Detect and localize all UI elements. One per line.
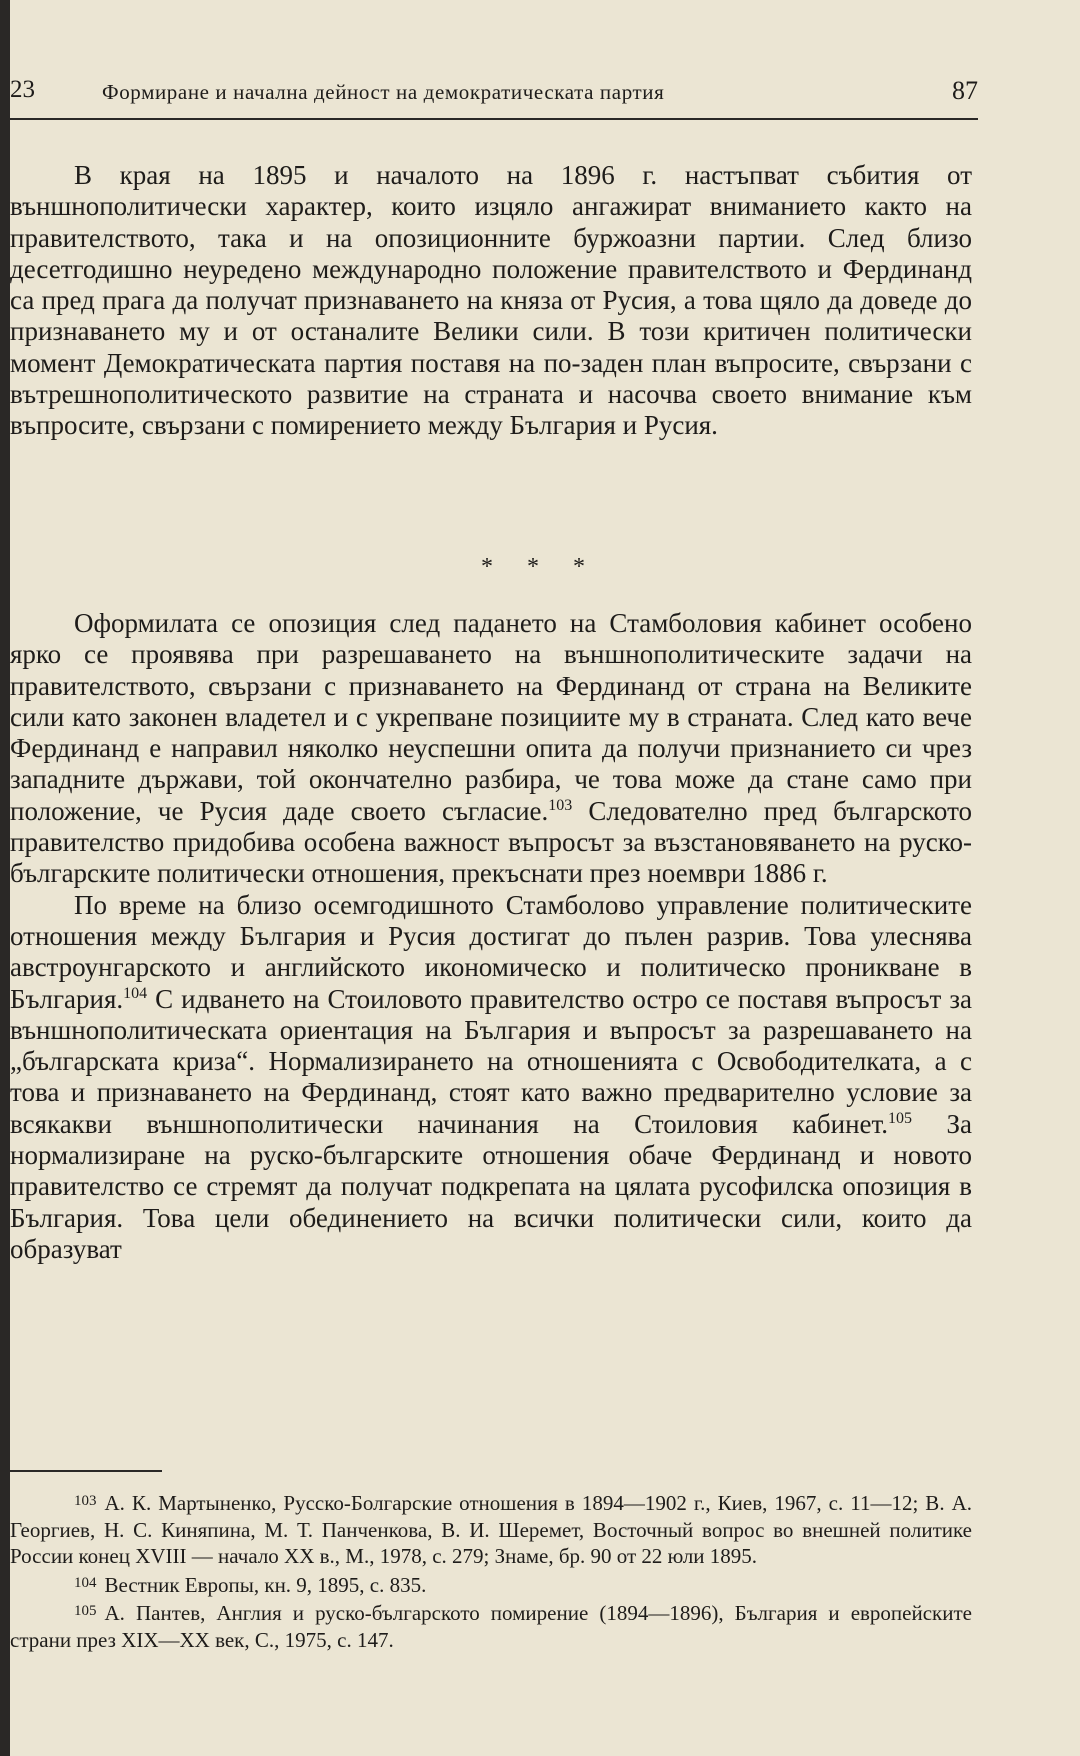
footnote-text: А. Пантев, Англия и руско-българското помирение (1894—1896), България и европейските страни през XIX—XX век, С., 1975, с. 147.	[10, 1601, 972, 1652]
footnote-text: А. К. Мартыненко, Русско-Болгарские отношения в 1894—1902 г., Киев, 1967, с. 11—12; В. А. Георгиев, Н. С. Киняпина, М. Т. Панченкова, В. И. Шеремет, Восточный вопрос во внешней политике России конец XVIII — начало XX в., М., 1978, с. 279; Знаме, бр. 90 от 22 юли 1895.	[10, 1491, 972, 1568]
footnote-rule	[10, 1470, 162, 1472]
paragraph-3-part-c: За нормализиране на руско-българските отношения обаче Фердинанд и новото правителство се стремят да получат подкрепата на цялата русофилска опозиция в България. Това цели обединението на всички политически сили, които да образуват	[10, 1108, 973, 1264]
chapter-number: 23	[10, 76, 35, 103]
running-title: Формиране и начална дейност на демократическата партия	[102, 80, 665, 104]
footnotes	[10, 1488, 972, 1653]
paragraph-2-part-a: Оформилата се опозиция след падането на Стамболовия кабинет особено ярко се проявява при разрешаването на външнополитическите задачи на правителството, свързани с признаването на Фердинанд от страна на Великите сили като законен владетел и с укрепване позициите му в страната. След като вече Фердинанд е направил няколко неуспешни опита да получи признанието си чрез западните държави, той окончателно разбира, че това може да стане само при положение, че Русия даде своето съгласие.	[10, 608, 972, 826]
footnote-104	[10, 1570, 972, 1599]
paragraph-3-part-b: С идването на Стоиловото правителство остро се поставя въпросът за външнополитическата ориентация на България и въпросът за разрешаването на „българската криза“. Нормализирането на отношенията с Освободителката, а с това и признаването на Фердинанд, стоят като важно предварително условие за всякакви външнополитически начинания на Стоиловия кабинет.	[10, 983, 972, 1139]
paragraph-2-part-b: Следователно пред българското правителство придобива особена важност въпросът за възстановяването на руско-българските политически отношения, прекъснати през ноември 1886 г.	[10, 795, 973, 889]
paragraph-3-part-a: По време на близо осемгодишното Стамболово управление политическите отношения между България и Русия достигат до пълен разрив. Това улеснява австроунгарското и английското икономическо и политическо проникване в България.	[10, 889, 972, 1014]
footnote-text: Вестник Европы, кн. 9, 1895, с. 835.	[104, 1572, 427, 1597]
page-number: 87	[952, 76, 978, 105]
running-header	[10, 74, 978, 120]
footnote-103	[10, 1488, 972, 1570]
page-edge-shadow	[0, 0, 10, 1756]
paragraph-2	[10, 608, 972, 890]
footnote-ref-105: 105	[888, 1109, 913, 1127]
section-2-text	[10, 608, 972, 1265]
paragraph-3	[10, 890, 972, 1266]
footnote-105	[10, 1598, 972, 1653]
footnote-ref-103: 103	[548, 796, 573, 814]
paragraph-1: В края на 1895 и началото на 1896 г. настъпват събития от външнополитически характер, които изцяло ангажират вниманието както на правителството, така и на опозиционните буржоазни партии. След близо десетгодишно неуредено международно положение правителството и Фердинанд са пред прага да получат признаването на княза от Русия, а това щяло да доведе до признаването му и от останалите Велики сили. В този критичен политически момент Демократическата партия поставя на по-заден план въпросите, свързани с вътрешнополитическото развитие на страната и насочва своето внимание към въпросите, свързани с помирението между България и Русия.	[10, 160, 972, 441]
footnote-number: 104	[74, 1574, 97, 1591]
footnote-number: 105	[74, 1603, 97, 1619]
section-1-text	[10, 160, 972, 442]
footnote-ref-104: 104	[123, 984, 148, 1002]
footnote-number: 103	[74, 1493, 97, 1509]
section-separator: * * *	[481, 554, 599, 580]
